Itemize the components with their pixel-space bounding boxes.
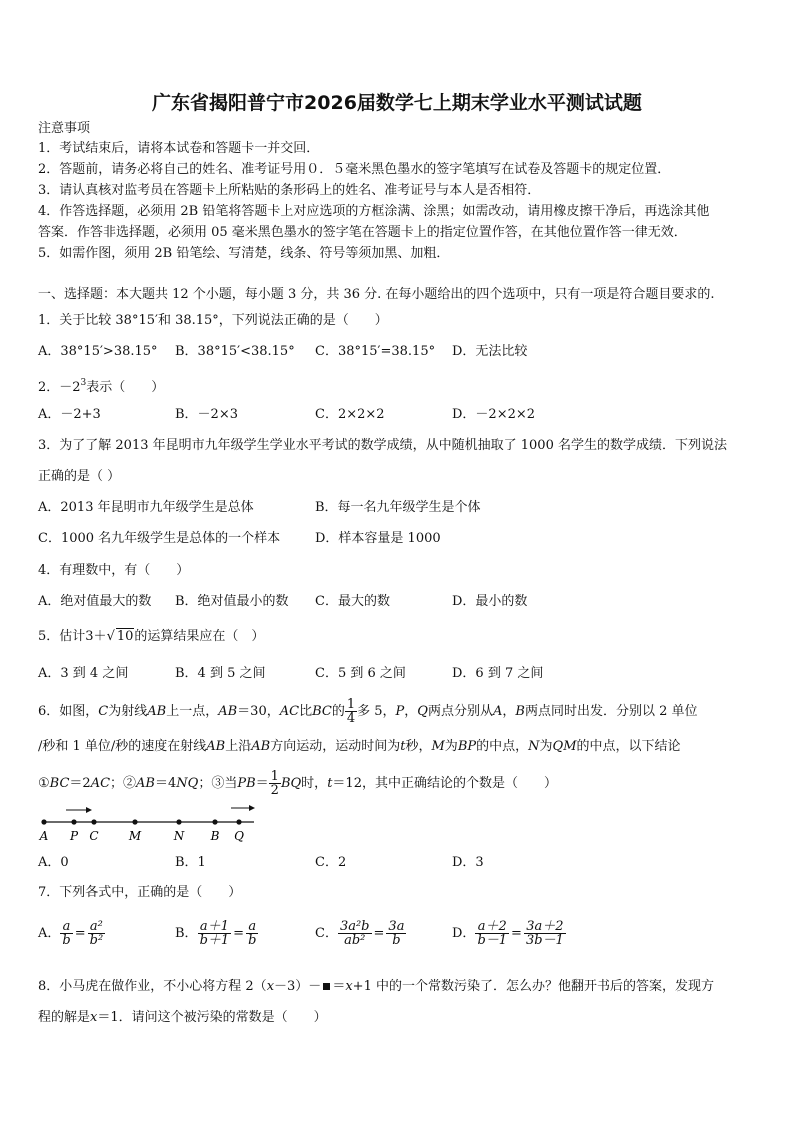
q2-option-b: B．－2×3: [175, 407, 238, 422]
question-3-stem-cont: 正确的是（ ）: [38, 469, 121, 484]
q3-option-b: B．每一名九年级学生是个体: [315, 500, 481, 515]
q5-option-d: D．6 到 7 之间: [452, 666, 544, 681]
arrow-p-icon: [66, 807, 92, 813]
question-1-stem: 1．关于比较 38°15′和 38.15°，下列说法正确的是（ ）: [38, 313, 388, 328]
point-label-q: Q: [234, 829, 244, 843]
notice-item: 4．作答选择题，必须用 2B 铅笔将答题卡上对应选项的方框涂满、涂黑；如需改动，请用橡皮擦干净后，再选涂其他: [38, 204, 710, 219]
sqrt-radicand: 10: [116, 629, 134, 644]
question-6-line-1: 6．如图，C为射线AB上一点，AB＝30，AC比BC的 $\frac{1}{4}$ 多 5，P，Q两点分别从A，B两点同时出发．分别以 2 单位: [38, 697, 698, 726]
point-q: [236, 819, 241, 824]
section-heading: 一、选择题：本大题共 12 个小题，每小题 3 分，共 36 分. 在每小题给出的四个选项中，只有一项是符合题目要求的.: [38, 287, 715, 302]
point-m: [132, 819, 137, 824]
q5-option-b: B．4 到 5 之间: [175, 666, 266, 681]
q6-option-d: D．3: [452, 855, 484, 870]
notice-item: 2．答题前，请务必将自己的姓名、准考证号用０．５毫米黑色墨水的签字笔填写在试卷及答题卡的规定位置．: [38, 162, 671, 177]
q7-option-d: D． $\frac{a+2}{b-1}$ = $\frac{3a+2}{3b-1}$: [452, 919, 564, 948]
question-2-stem: 2．$-2^3$表示（ ）: [38, 378, 165, 395]
question-4-stem: 4．有理数中，有（ ）: [38, 563, 190, 578]
question-8-line-1: 8．小马虎在做作业，不小心将方程 2（x－3）－ ＝x+1 中的一个常数污染了．怎么办？他翻开书后的答案，发现方: [38, 979, 714, 994]
q3-option-c: C．1000 名九年级学生是总体的一个样本: [38, 531, 281, 546]
point-label-m: M: [128, 829, 142, 843]
question-6-line-2: /秒和 1 单位/秒的速度在射线AB上沿AB方向运动，运动时间为t秒，M为BP的中点，N为QM的中点，以下结论: [38, 739, 681, 754]
point-b: [212, 819, 217, 824]
q6-option-c: C．2: [315, 855, 347, 870]
q5-option-a: A．3 到 4 之间: [38, 666, 129, 681]
point-a: [41, 819, 46, 824]
q7-option-a: A． $\frac{a}{b}$ = $\frac{\text{a²}}{\text{b²}}$: [38, 919, 104, 948]
arrow-q-icon: [231, 805, 255, 811]
q3-option-a: A．2013 年昆明市九年级学生是总体: [38, 500, 254, 515]
q4-option-d: D．最小的数: [452, 594, 528, 609]
question-6-line-3: ①BC＝2AC；②AB＝4NQ；③当PB＝ $\frac{1}{2}$ BQ时，t＝12，其中正确结论的个数是（ ）: [38, 769, 557, 798]
q2-option-c: C．2×2×2: [315, 407, 385, 422]
point-p: [71, 819, 76, 824]
q2-option-d: D．－2×2×2: [452, 407, 536, 422]
question-7-stem: 7．下列各式中，正确的是（ ）: [38, 885, 242, 900]
number-line-figure: [36, 800, 260, 844]
q3-option-d: D．样本容量是 1000: [315, 531, 441, 546]
q5-option-c: C．5 到 6 之间: [315, 666, 406, 681]
question-5-stem: 5．估计3＋√ 10的运算结果应在（ ）: [38, 629, 265, 644]
point-label-p: P: [69, 829, 79, 843]
notice-item: 1．考试结束后，请将本试卷和答题卡一并交回．: [38, 141, 320, 156]
q6-option-b: B．1: [175, 855, 206, 870]
notice-item: 答案．作答非选择题，必须用 05 毫米黑色墨水的签字笔在答题卡上的指定位置作答，在其他位置作答一律无效．: [38, 225, 687, 240]
q7-option-c: C． $\frac{\text{3a²b}}{\text{ab²}}$ = $\frac{3a}{b}$: [315, 919, 405, 948]
q1-option-a: A．38°15′>38.15°: [38, 344, 158, 359]
q4-option-b: B．绝对值最小的数: [175, 594, 289, 609]
page-title: 广东省揭阳普宁市2026届数学七上期末学业水平测试试题: [152, 92, 642, 114]
q4-option-a: A．绝对值最大的数: [38, 594, 152, 609]
q1-option-b: B．38°15′<38.15°: [175, 344, 295, 359]
fraction-one-quarter: $\frac{1}{4}$: [346, 697, 356, 726]
notice-item: 3．请认真核对监考员在答题卡上所粘贴的条形码上的姓名、准考证号与本人是否相符．: [38, 183, 541, 198]
point-label-c: C: [89, 829, 99, 843]
fraction-one-half: $\frac{1}{2}$: [270, 769, 279, 798]
q1-option-d: D．无法比较: [452, 344, 528, 359]
q1-option-c: C．38°15′=38.15°: [315, 344, 436, 359]
point-c: [91, 819, 96, 824]
question-8-line-2: 程的解是x＝1．请问这个被污染的常数是（ ）: [38, 1010, 327, 1025]
ink-blot-icon: [323, 983, 330, 990]
point-n: [176, 819, 181, 824]
q7-option-b: B． $\frac{a+1}{b+1}$ = $\frac{a}{b}$: [175, 919, 257, 948]
question-3-stem: 3．为了了解 2013 年昆明市九年级学生学业水平考试的数学成绩，从中随机抽取了 1000 名学生的数学成绩．下列说法: [38, 438, 727, 453]
q2-option-a: A．－2+3: [38, 407, 101, 422]
q6-option-a: A．0: [38, 855, 69, 870]
notice-heading: 注意事项: [38, 121, 91, 136]
point-label-a: A: [39, 829, 49, 843]
q4-option-c: C．最大的数: [315, 594, 390, 609]
point-label-n: N: [173, 829, 185, 843]
point-label-b: B: [210, 829, 220, 843]
notice-item: 5．如需作图，须用 2B 铅笔绘、写清楚，线条、符号等须加黑、加粗．: [38, 246, 450, 261]
